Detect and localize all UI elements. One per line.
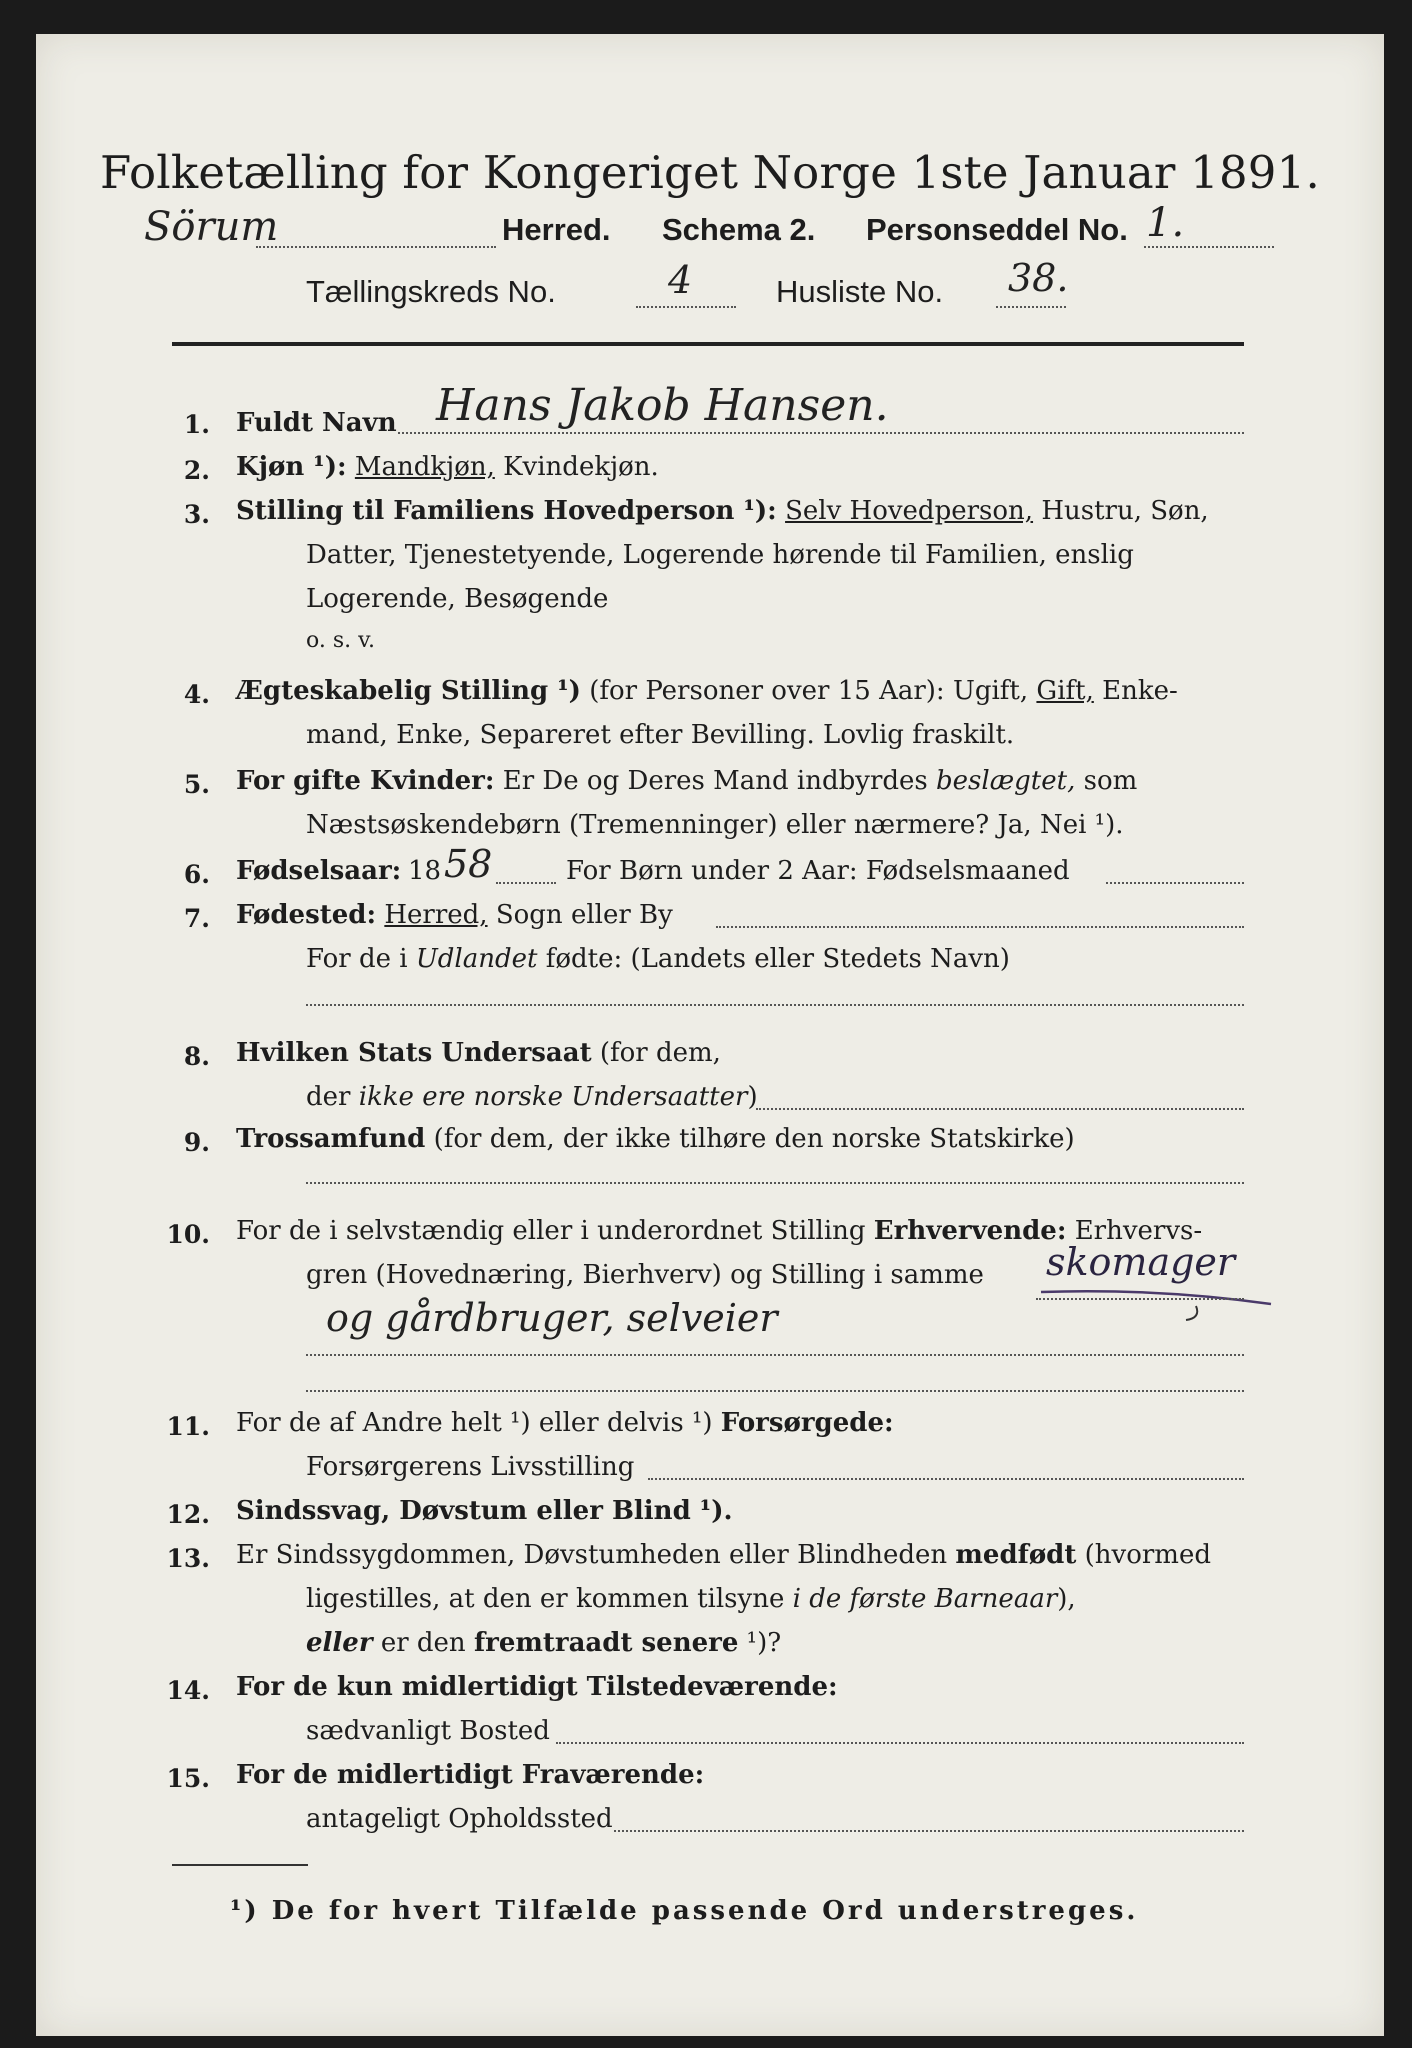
- birth-year-prefix: 18: [408, 856, 442, 886]
- row-12-label: Sindssvag, Døvstum eller Blind ¹).: [236, 1496, 733, 1526]
- row-11-dots: [648, 1478, 1244, 1480]
- row-7-dots-2: [306, 1004, 1244, 1006]
- herred-label: Herred.: [502, 212, 611, 247]
- position-selected: Selv Hovedperson,: [785, 496, 1034, 526]
- row-10-number: 10.: [166, 1220, 210, 1249]
- row-14-label: For de kun midlertidigt Tilstedeværende:: [236, 1672, 838, 1702]
- form-title: Folketælling for Kongeriget Norge 1ste Januar 1891.: [100, 146, 1320, 199]
- row-3-line3: Logerende, Besøgende: [306, 584, 609, 614]
- row-10-text2: Erhvervs-: [1074, 1216, 1203, 1246]
- row-4-label: Ægteskabelig Stilling ¹): [236, 676, 581, 706]
- row-10-dots-2: [306, 1354, 1244, 1356]
- row-3-rest: Hustru, Søn,: [1041, 496, 1209, 526]
- gender-option-male: Mandkjøn,: [354, 452, 495, 482]
- row-8-label: Hvilken Stats Undersaat: [236, 1038, 592, 1068]
- row-9-text: (for dem, der ikke tilhøre den norske Statskirke): [433, 1124, 1075, 1154]
- row-4-text1: (for Personer over 15 Aar): Ugift,: [589, 676, 1029, 706]
- row-13-line3c: ¹)?: [746, 1628, 782, 1658]
- row-9-dots: [306, 1182, 1244, 1184]
- row-13-line2b: ),: [1057, 1584, 1076, 1614]
- row-14-dots: [556, 1742, 1244, 1744]
- row-7-line2it: Udlandet: [415, 944, 538, 974]
- row-14-number: 14.: [166, 1676, 210, 1705]
- row-1-label: Fuldt Navn: [236, 408, 397, 438]
- row-15-line2: antageligt Opholdssted: [306, 1804, 613, 1834]
- marital-selected: Gift,: [1036, 676, 1094, 706]
- row-5-number: 5.: [183, 770, 210, 799]
- row-6-dots-b: [1106, 882, 1244, 884]
- row-13-text1: Er Sindssygdommen, Døvstumheden eller Blindheden: [236, 1540, 948, 1570]
- row-7-text: Sogn eller By: [495, 900, 673, 930]
- row-3-number: 3.: [183, 500, 210, 529]
- row-6-label: Fødselsaar:: [236, 856, 402, 886]
- row-4-number: 4.: [183, 680, 210, 709]
- row-13-line3b: fremtraadt senere: [473, 1628, 739, 1658]
- row-8-line2it: ikke ere norske Undersaatter: [358, 1082, 748, 1112]
- birthplace-selected: Herred,: [384, 900, 488, 930]
- row-7-dots: [716, 926, 1244, 928]
- row-7-line2a: For de i: [306, 944, 408, 974]
- row-11-line2: Forsørgerens Livsstilling: [306, 1452, 635, 1482]
- row-1-number: 1.: [183, 410, 210, 439]
- row-7-label: Fødested:: [236, 900, 377, 930]
- occupation-value-2: og gårdbruger, selveier: [326, 1296, 778, 1340]
- row-6-dots-a: [496, 882, 556, 884]
- row-14-line2: sædvanligt Bosted: [306, 1716, 550, 1746]
- row-5-italic: beslægtet,: [936, 766, 1076, 796]
- full-name-value: Hans Jakob Hansen.: [436, 380, 889, 431]
- row-10-dots: [1036, 1298, 1244, 1300]
- row-2-number: 2.: [183, 456, 210, 485]
- row-8-text: (for dem,: [599, 1038, 721, 1068]
- husliste-dots: [996, 306, 1066, 308]
- personseddel-label: Personseddel No.: [866, 212, 1128, 247]
- husliste-value: 38.: [1008, 256, 1069, 300]
- footnote: ¹) De for hvert Tilfælde passende Ord understreges.: [230, 1896, 1139, 1926]
- row-13-line2a: ligestilles, at den er kommen tilsyne: [306, 1584, 785, 1614]
- row-7-number: 7.: [183, 904, 210, 933]
- herred-dots: [256, 246, 496, 248]
- row-3-line2: Datter, Tjenestetyende, Logerende hørende til Familien, enslig: [306, 540, 1134, 570]
- birth-year-value: 58: [444, 842, 493, 886]
- row-11-number: 11.: [166, 1412, 210, 1441]
- row-7-line2b: fødte: (Landets eller Stedets Navn): [545, 944, 1010, 974]
- herred-value: Sörum: [144, 204, 279, 250]
- row-11-label: Forsørgede:: [720, 1408, 894, 1438]
- occupation-flourish: [1036, 1284, 1276, 1324]
- row-2-label: Kjøn ¹):: [236, 452, 347, 482]
- row-6-number: 6.: [183, 860, 210, 889]
- occupation-value-1: skomager: [1046, 1240, 1236, 1284]
- census-form: [36, 34, 1384, 2036]
- row-10-label: Erhvervende:: [873, 1216, 1067, 1246]
- personseddel-dots: [1144, 246, 1274, 248]
- gender-option-female: Kvindekjøn.: [503, 452, 659, 482]
- row-5-text1: Er De og Deres Mand indbyrdes: [502, 766, 928, 796]
- row-12-number: 12.: [166, 1500, 210, 1529]
- row-10-dots-3: [306, 1390, 1244, 1392]
- row-13-bold: medfødt: [955, 1540, 1077, 1570]
- row-5-text2: som: [1083, 766, 1138, 796]
- footnote-rule: [172, 1864, 308, 1866]
- row-13-line2it: i de første Barneaar: [792, 1584, 1058, 1614]
- personseddel-value: 1.: [1146, 200, 1185, 246]
- row-13-text2: (hvormed: [1084, 1540, 1211, 1570]
- row-5-line2: Næstsøskendebørn (Tremenninger) eller nærmere? Ja, Nei ¹).: [306, 810, 1124, 840]
- row-8-line2b: ): [747, 1082, 758, 1112]
- row-4-text2: Enke-: [1102, 676, 1178, 706]
- row-9-number: 9.: [183, 1128, 210, 1157]
- row-13-number: 13.: [166, 1544, 210, 1573]
- row-15-dots: [614, 1830, 1244, 1832]
- row-15-label: For de midlertidigt Fraværende:: [236, 1760, 705, 1790]
- row-4-line2: mand, Enke, Separeret efter Bevilling. Lovlig fraskilt.: [306, 720, 1015, 750]
- husliste-label: Husliste No.: [776, 274, 944, 309]
- kreds-label: Tællingskreds No.: [306, 274, 556, 309]
- row-3-line4: o. s. v.: [306, 628, 375, 653]
- row-1-dots: [398, 432, 1244, 434]
- row-11-text1: For de af Andre helt ¹) eller delvis ¹): [236, 1408, 713, 1438]
- row-10-line2: gren (Hovednæring, Bierhverv) og Stilling i samme: [306, 1260, 984, 1290]
- row-8-dots: [756, 1108, 1244, 1110]
- kreds-dots: [636, 306, 736, 308]
- row-9-label: Trossamfund: [236, 1124, 426, 1154]
- header-rule: [172, 342, 1244, 346]
- row-5-label: For gifte Kvinder:: [236, 766, 495, 796]
- row-13-line3a: er den: [380, 1628, 466, 1658]
- row-13-line3it: eller: [306, 1628, 373, 1658]
- row-3-label: Stilling til Familiens Hovedperson ¹):: [236, 496, 777, 526]
- kreds-value: 4: [668, 258, 693, 302]
- schema-label: Schema 2.: [662, 212, 816, 247]
- row-6-text: For Børn under 2 Aar: Fødselsmaaned: [566, 856, 1070, 886]
- row-8-line2a: der: [306, 1082, 351, 1112]
- row-15-number: 15.: [166, 1764, 210, 1793]
- row-8-number: 8.: [183, 1042, 210, 1071]
- row-10-text1: For de i selvstændig eller i underordnet Stilling: [236, 1216, 866, 1246]
